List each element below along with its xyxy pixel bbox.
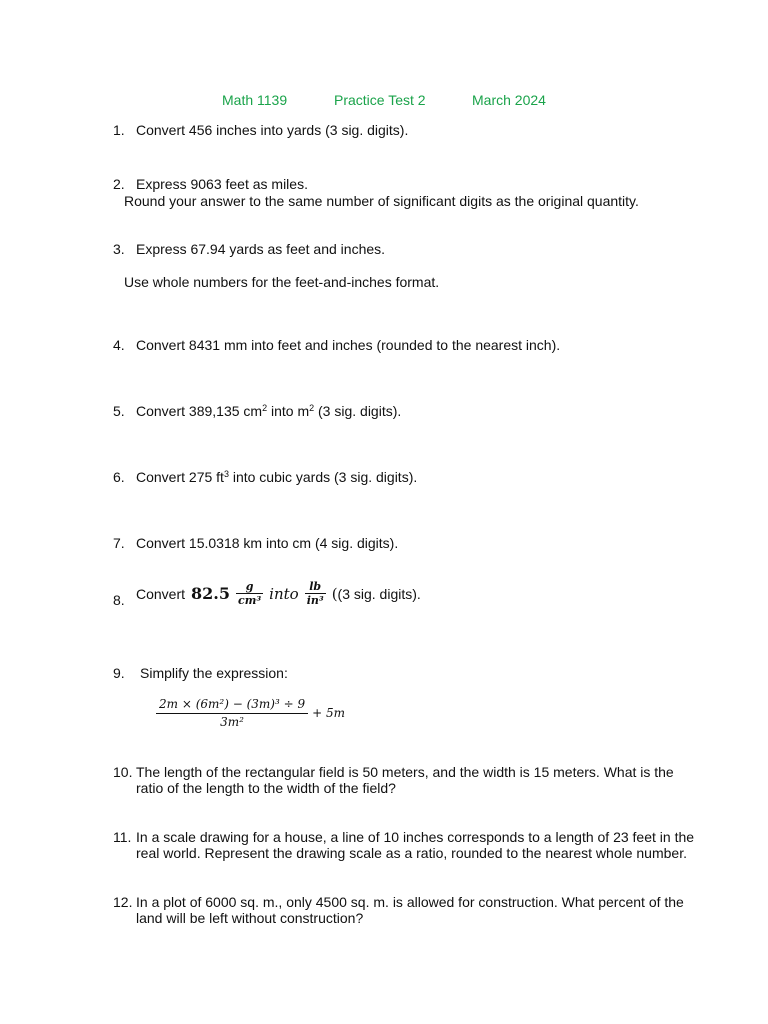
- fraction-numerator: lb: [305, 580, 326, 594]
- question-number: 7.: [113, 535, 125, 551]
- question-text: Express 67.94 yards as feet and inches.: [136, 241, 386, 257]
- fraction-denominator: cm³: [238, 594, 262, 607]
- question-number: 2.: [113, 176, 125, 192]
- question-suffix: ((3 sig. digits).: [331, 584, 421, 603]
- question-text: Convert 15.0318 km into cm (4 sig. digits).: [136, 535, 399, 551]
- question-text: [136, 580, 421, 607]
- question-number: 4.: [113, 337, 125, 353]
- question-number: 1.: [113, 122, 125, 138]
- question-number: 3.: [113, 241, 125, 257]
- test-date: March 2024: [472, 92, 546, 108]
- expression-tail: + 5m: [312, 706, 345, 720]
- question-text: Convert 8431 mm into feet and inches (rounded to the nearest inch).: [136, 337, 561, 353]
- question-number: 12.: [113, 894, 133, 910]
- question-number: 5.: [113, 403, 125, 419]
- question-text: The length of the rectangular field is 50 meters, and the width is 15 meters. What is the ratio of the length to the width of the field?: [136, 764, 674, 796]
- question-prefix: Convert: [136, 585, 186, 602]
- math-fraction: [236, 580, 263, 607]
- fraction-denominator: in³: [306, 594, 324, 607]
- question-number: 6.: [113, 469, 125, 485]
- math-fraction: [305, 580, 326, 607]
- question-text: Express 9063 feet as miles.: [136, 176, 308, 192]
- question-text: Convert 456 inches into yards (3 sig. digits).: [136, 122, 409, 138]
- question-text: In a scale drawing for a house, a line of 10 inches corresponds to a length of 23 feet in the real world. Represent the drawing scale as a ratio, rounded to the nearest whole number.: [136, 829, 695, 861]
- question-text: In a plot of 6000 sq. m., only 4500 sq. m. is allowed for construction. What percent of the land will be left without construction?: [136, 894, 684, 926]
- fraction-numerator: 2m × (6m²) − (3m)³ ÷ 9: [156, 697, 308, 714]
- question-note: Use whole numbers for the feet-and-inches format.: [124, 274, 440, 290]
- question-number: 9.: [113, 665, 125, 681]
- math-value: 82.5: [191, 584, 230, 603]
- math-expression: [156, 697, 345, 729]
- course-name: Math 1139: [222, 92, 288, 108]
- question-number: 8.: [113, 592, 125, 608]
- math-fraction: [156, 697, 308, 729]
- math-word: into: [269, 584, 299, 603]
- question-number: 11.: [113, 829, 132, 845]
- test-title: Practice Test 2: [334, 92, 426, 108]
- question-text: Convert 389,135 $cm^2$ into $m^2$ (3 sig. digits).: [136, 403, 402, 419]
- question-text: Convert 275 $ft^3$ into cubic yards (3 sig. digits).: [136, 469, 418, 485]
- question-note: Round your answer to the same number of significant digits as the original quantity.: [124, 193, 639, 209]
- fraction-numerator: g: [236, 580, 263, 594]
- question-number: 10.: [113, 764, 133, 780]
- fraction-denominator: 3m²: [220, 715, 244, 729]
- question-text: Simplify the expression:: [140, 665, 288, 681]
